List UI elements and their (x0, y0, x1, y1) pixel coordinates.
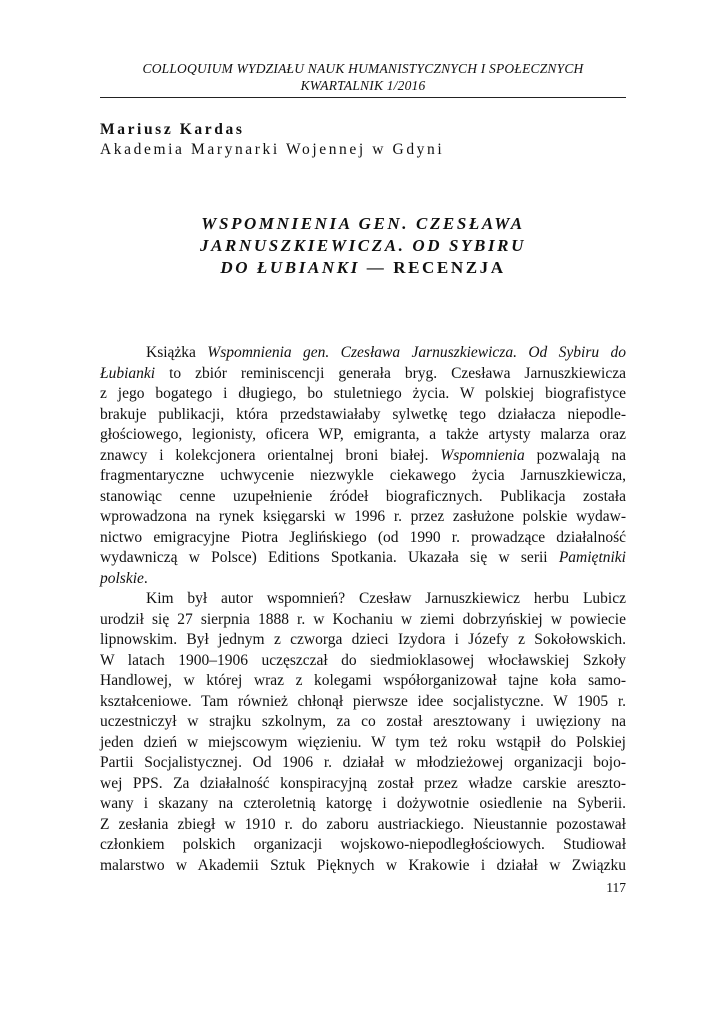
title-line-3 (100, 257, 626, 279)
body-line: jeden dzień w miejscowym więzieniu. W tym też roku wstąpił do Polskiej (100, 733, 626, 751)
body-text: wydawniczą w Polsce) Editions Spotkania. Ukazała się w serii (100, 549, 559, 566)
title-line-1: WSPOMNIENIA GEN. CZESŁAWA (201, 214, 525, 233)
body-line: W latach 1900–1906 uczęszczał do siedmioklasowej włocławskiej Szkoły (100, 651, 626, 669)
article-title (100, 213, 626, 279)
header-divider (100, 97, 626, 98)
body-line (100, 446, 626, 467)
body-line: urodził się 27 sierpnia 1888 r. w Kochaniu w ziemi dobrzyńskiej w powiecie (100, 610, 626, 628)
body-line: wany i skazany na czteroletnią katorgę i dożywotnie osiedlenie na Syberii. (100, 795, 626, 812)
book-title-italic: Wspomnienia (440, 446, 525, 464)
body-text: Książka (146, 344, 208, 361)
body-line: uczestniczył w strajku szkolnym, za co został aresztowany i uwięziony na (100, 713, 626, 730)
body-line (100, 548, 626, 569)
series-title-italic: polskie (100, 569, 144, 587)
body-line: Kim był autor wspomnień? Czesław Jarnuszkiewicz herbu Lubicz (146, 590, 626, 607)
author-affiliation: Akademia Marynarki Wojennej w Gdyni (100, 141, 445, 158)
author-name: Mariusz Kardas (100, 121, 245, 138)
title-line-3-italic: DO ŁUBIANKI (220, 258, 360, 277)
body-line: brakuje publikacji, która przedstawiałaby sylwetkę tego działacza niepodle- (100, 405, 626, 423)
title-line-2: JARNUSZKIEWICZA. OD SYBIRU (200, 236, 526, 255)
body-text: . (143, 569, 148, 587)
body-line: malarstwo w Akademii Sztuk Pięknych w Krakowie i działał w Związku (100, 856, 626, 874)
body-line: Partii Socjalistycznej. Od 1906 r. działał w młodzieżowej organizacji bojo- (100, 754, 626, 771)
page-number: 117 (606, 880, 626, 895)
body-line (100, 343, 626, 364)
paragraph-1 (100, 343, 626, 589)
book-title-italic: Wspomnienia gen. Czesława Jarnuszkiewicza. Od Sybiru do (207, 344, 626, 361)
body-line: Z zesłania zbiegł w 1910 r. do zaboru austriackiego. Nieustannie pozostawał (100, 815, 626, 833)
body-line: fragmentaryczne uchwycenie niezwykle ciekawego życia Jarnuszkiewicza, (100, 467, 626, 484)
body-line: członkiem polskich organizacji wojskowo-niepodległościowych. Studiował (100, 836, 626, 853)
body-line: z jego bogatego i długiego, bo stuletniego życia. W polskiej biografistyce (100, 385, 626, 402)
body-line: Handlowej, w której wraz z kolegami współorganizował tajne koła samo- (100, 672, 626, 689)
book-title-italic: Łubianki (100, 364, 156, 382)
body-line: wprowadzona na rynek księgarski w 1996 r. przez zasłużone polskie wydaw- (100, 508, 626, 525)
body-text: znawcy i kolekcjonera orientalnej broni białej. (100, 446, 441, 464)
series-title-italic: Pamiętniki (558, 549, 626, 566)
body-line (100, 569, 626, 590)
author-block (100, 120, 444, 160)
body-line: wej PPS. Za działalność konspiracyjną został przez władze carskie areszto- (100, 774, 626, 792)
journal-header (100, 60, 626, 94)
title-line-3-rest: — RECENZJA (359, 258, 506, 277)
body-line (100, 364, 626, 385)
journal-title: COLLOQUIUM WYDZIAŁU NAUK HUMANISTYCZNYCH I SPOŁECZNYCH (142, 61, 584, 76)
body-line: stanowiąc cenne uzupełnienie źródeł biograficznych. Publikacja została (100, 487, 626, 505)
body-line: lipnowskim. Był jednym z czworga dzieci Izydora i Józefy z Sokołowskich. (100, 631, 626, 648)
body-line: nictwo emigracyjne Piotra Jeglińskiego (od 1990 r. prowadzące działalność (100, 528, 626, 546)
body-text: to zbiór reminiscencji generała bryg. Czesława Jarnuszkiewicza (155, 364, 626, 382)
body-line: głościowego, legionisty, oficera WP, emigranta, a także artysty malarza oraz (100, 426, 626, 443)
body-text: pozwalają na (524, 446, 626, 464)
body-line: kształceniowe. Tam również chłonął pierwsze idee socjalistyczne. W 1905 r. (100, 692, 626, 710)
journal-issue: KWARTALNIK 1/2016 (300, 78, 426, 93)
article-body (100, 343, 626, 876)
paragraph-2 (100, 589, 626, 876)
